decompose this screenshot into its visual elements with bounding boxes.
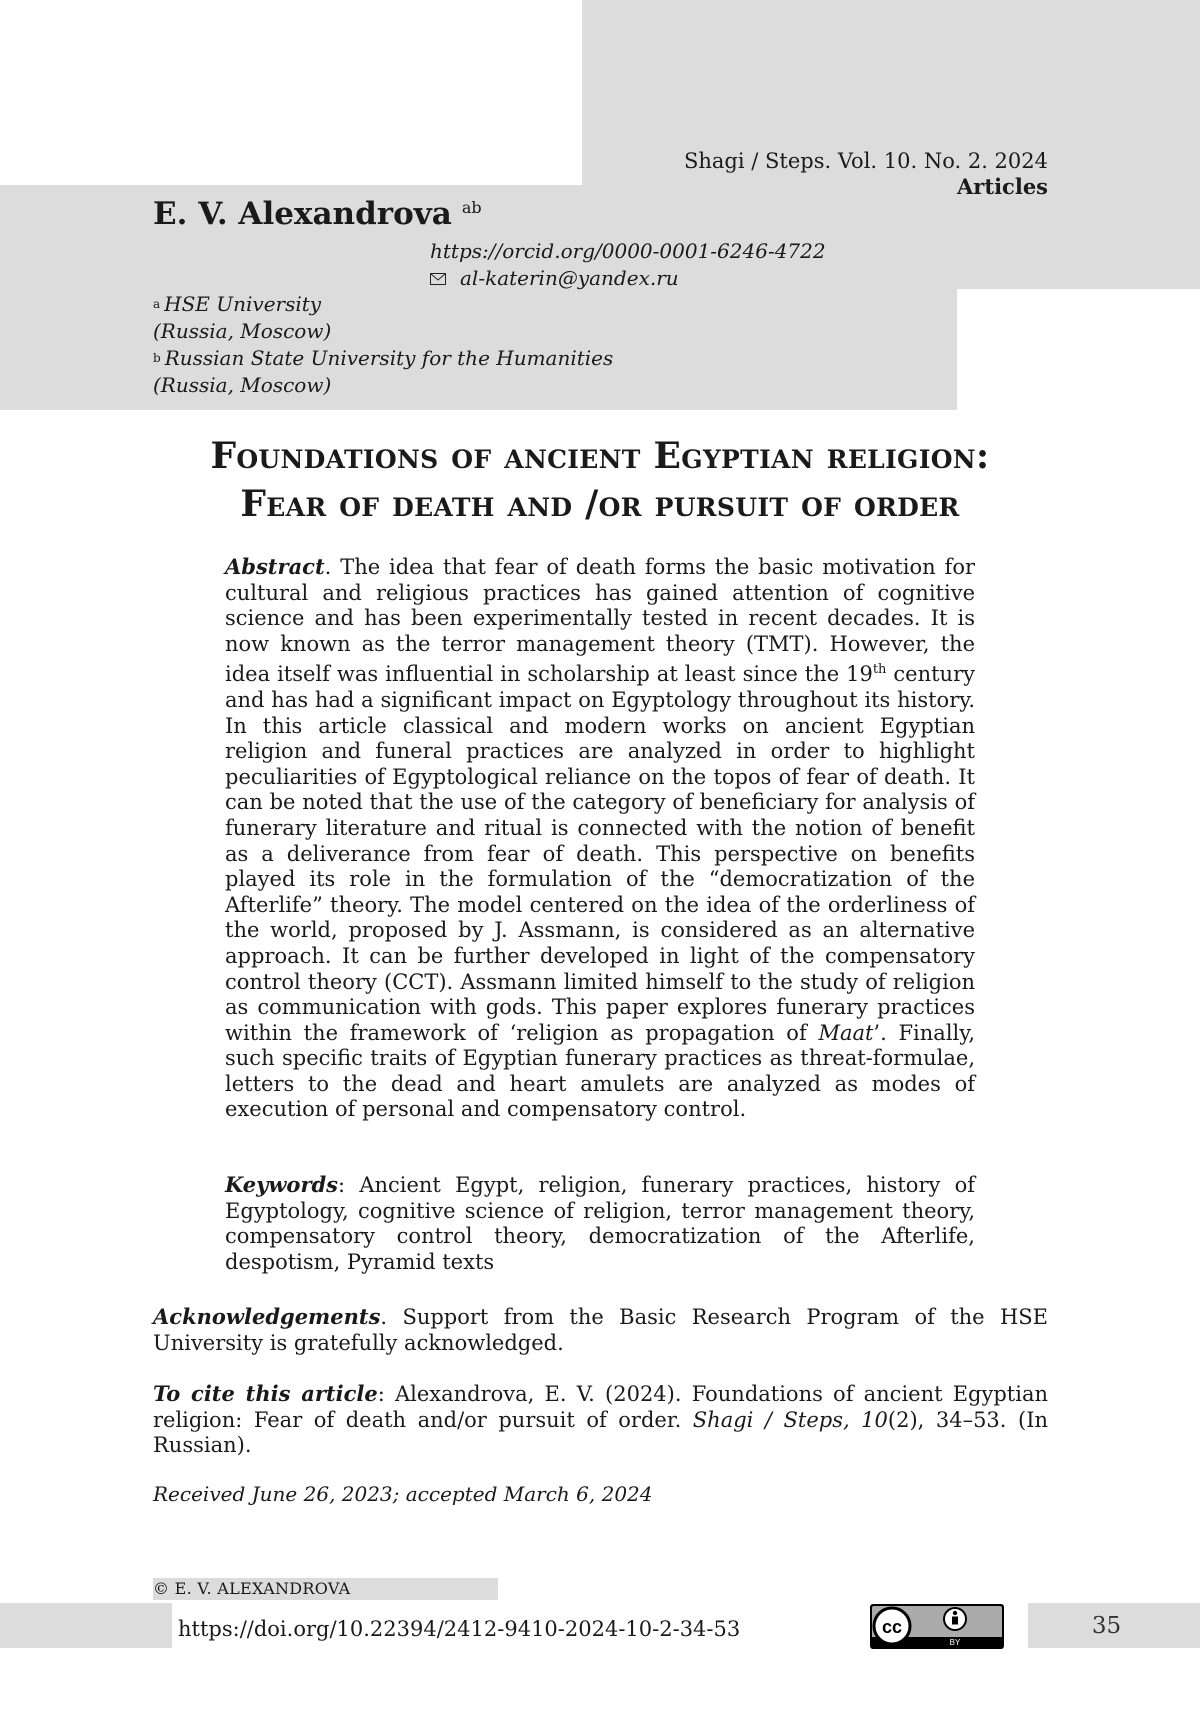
acknowledgements-text: . Support from the Basic Research Program of the HSE University is gratefully acknowledged. [153,1305,1048,1355]
copyright: © E. V. ALEXANDROVA [153,1579,351,1598]
author-name-text: E. V. Alexandrova [153,196,452,232]
footer-bar-left [0,1603,172,1648]
article-title [0,432,1200,528]
affiliations [153,291,613,399]
title-line-2: Fear of death and /or pursuit of order [240,483,960,525]
abstract-text-1: . The idea that fear of death forms the basic motivation for cultural and religious practices has gained attention of cognitive science and has been experimentally tested in recent decades. It is now known as the terror management theory (TMT). However, the idea itself was influential in scholarship at least since the 19 [225,555,975,687]
header-panel-right [957,185,1200,289]
affiliation-place: (Russia, Moscow) [153,373,332,397]
keywords-text: : Ancient Egypt, religion, funerary practices, history of Egyptology, cognitive science of religion, terror management theory, compensatory control theory, democratization of the Afterlife, despotism, Pyramid texts [225,1173,975,1274]
abstract-text-3: ’. Finally, such specific traits of Egyptian funerary practices as threat-formulae, letters to the dead and heart amulets are analyzed as modes of execution of personal and compensatory control. [225,1020,975,1122]
affiliation-a [153,291,613,318]
keywords-lead: Keywords [225,1172,339,1197]
affiliation-mark: b [153,351,161,365]
citation-journal: Shagi / Steps, 10 [692,1407,888,1432]
creative-commons-by-icon[interactable] [870,1604,1004,1649]
affiliation-b [153,345,613,372]
abstract-sup: th [872,662,887,678]
acknowledgements-lead: Acknowledgements [153,1304,381,1329]
journal-section: Articles [957,174,1048,199]
citation [153,1381,1048,1459]
citation-text-2: (2), 34–53. (In Russian). [153,1407,1049,1458]
envelope-icon [430,265,460,292]
received-dates: Received June 26, 2023; accepted March 6, 2024 [153,1482,653,1506]
abstract-text-2: century and has had a significant impact on Egyptology throughout its history. In this article classical and modern works on ancient Egyptian religion and funeral practices are analyzed in order to highlight peculiarities of Egyptological reliance on the topos of fear of death. It can be noted that the use of the category of beneficiary for analysis of funerary literature and ritual is connected with the notion of benefit as a deliverance from fear of death. This perspective on benefits played its role in the formulation of the “democratization of the Afterlife” theory. The model centered on the idea of the orderliness of the world, proposed by J. Assmann, is considered as an alternative approach. It can be further developed in light of the compensatory control theory (CCT). Assmann limited himself to the study of religion as communication with gods. This paper explores funerary practices within the framework of ‘religion as propagation of [225,662,975,1045]
affiliation-name: HSE University [164,292,322,316]
page-number: 35 [1091,1613,1122,1639]
author-name [153,196,482,232]
abstract [225,554,975,1123]
citation-lead: To cite this article [153,1381,378,1406]
abstract-lead: Abstract [225,554,325,579]
doi-link[interactable]: https://doi.org/10.22394/2412-9410-2024-10-2-34-53 [178,1617,741,1641]
title-line-1: Foundations of ancient Egyptian religion: [210,435,990,477]
journal-line: Shagi / Steps. Vol. 10. No. 2. 2024 [683,149,1048,173]
email-link[interactable]: al-katerin@yandex.ru [460,266,679,290]
keywords [225,1172,975,1275]
affiliation-place: (Russia, Moscow) [153,319,332,343]
cc-label: cc [881,1617,903,1637]
citation-text-1: : Alexandrova, E. V. (2024). Foundations of ancient Egyptian religion: Fear of death and/or pursuit of order. [153,1382,1048,1432]
author-affiliation-marks: ab [461,197,482,217]
affiliation-mark: a [153,297,161,311]
affiliation-name: Russian State University for the Humanities [164,346,614,370]
orcid-link[interactable]: https://orcid.org/0000-0001-6246-4722 [430,239,826,263]
acknowledgements [153,1304,1048,1356]
abstract-maat: Maat [818,1020,874,1045]
journal-info [684,149,1048,199]
email-row [430,265,826,292]
by-label: BY [949,1638,961,1647]
author-contact [430,238,826,292]
